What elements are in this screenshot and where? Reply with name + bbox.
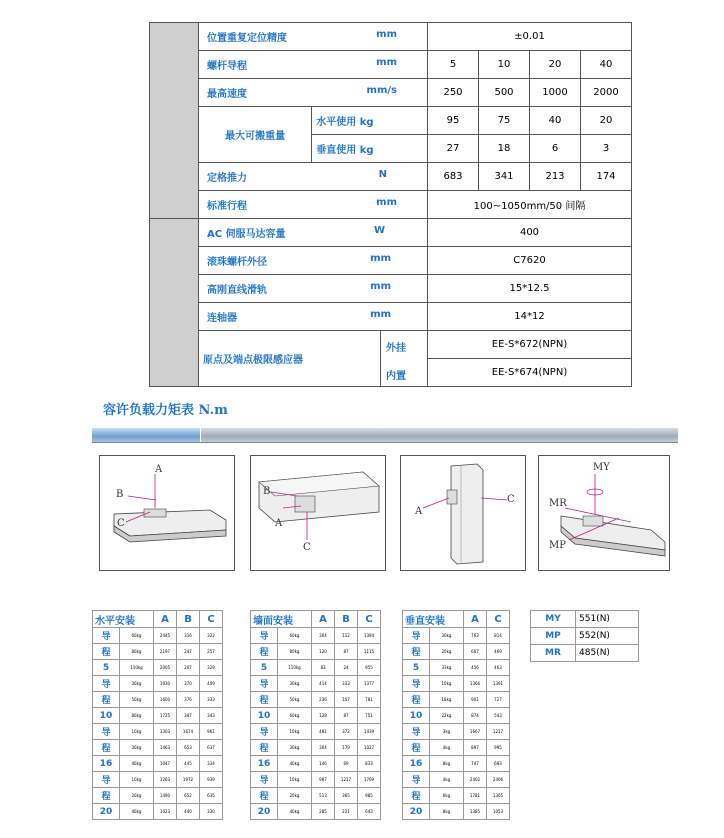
diagram-label: C bbox=[303, 542, 311, 553]
moment-table-title: 容许负载力矩表 N.m bbox=[103, 403, 228, 418]
table-cell: 329 bbox=[200, 660, 223, 676]
table-cell: 20kg bbox=[119, 788, 153, 804]
table-cell: 995 bbox=[487, 740, 510, 756]
table-cell: 236 bbox=[312, 692, 335, 708]
column-header: C bbox=[358, 611, 381, 628]
lead-label: 导 bbox=[251, 676, 278, 692]
table-cell: 110kg bbox=[119, 660, 153, 676]
spec-thrust-value: 683 bbox=[428, 163, 479, 191]
table-cell: 6kg bbox=[429, 788, 463, 804]
table-row bbox=[251, 772, 381, 788]
table-cell: 653 bbox=[177, 740, 200, 756]
table-cell: 1600 bbox=[154, 692, 177, 708]
table-cell: 635 bbox=[200, 788, 223, 804]
spec-screw-label: 滚珠螺杆外径 mm bbox=[199, 247, 428, 275]
actuator-wall-illustration bbox=[251, 456, 385, 570]
spec-lead-value: 20 bbox=[530, 51, 581, 79]
table-cell: 333 bbox=[200, 692, 223, 708]
table-cell: 939 bbox=[200, 772, 223, 788]
lead-value: 10 bbox=[403, 708, 430, 724]
table-cell: 987 bbox=[312, 772, 335, 788]
table-cell: 1385 bbox=[464, 804, 487, 820]
spec-stroke-value: 100~1050mm/50 间隔 bbox=[428, 191, 632, 219]
column-header: B bbox=[177, 611, 200, 628]
table-row bbox=[251, 788, 381, 804]
lead-label: 导 bbox=[251, 628, 278, 644]
table-row bbox=[251, 756, 381, 772]
table-row bbox=[93, 740, 223, 756]
table-cell: 10kg bbox=[429, 676, 463, 692]
table-cell: 10kg bbox=[277, 772, 311, 788]
spec-thrust-label: 定格推力 N bbox=[199, 163, 428, 191]
lead-value: 10 bbox=[93, 708, 120, 724]
table-row bbox=[251, 708, 381, 724]
table-row bbox=[251, 628, 381, 644]
diagram-label: B bbox=[263, 486, 271, 497]
table-row bbox=[403, 772, 510, 788]
diagram-vertical-mount bbox=[400, 455, 526, 571]
spec-payload-h-value: 95 bbox=[428, 107, 479, 135]
lead-label: 程 bbox=[251, 692, 278, 708]
lead-label: 程 bbox=[251, 788, 278, 804]
table-row bbox=[403, 788, 510, 804]
lead-label: 程 bbox=[251, 644, 278, 660]
lead-label: 程 bbox=[93, 692, 120, 708]
table-cell: 207 bbox=[177, 660, 200, 676]
table-cell: 83 bbox=[312, 660, 335, 676]
table-cell: 20kg bbox=[277, 788, 311, 804]
table-cell: 128 bbox=[312, 708, 335, 724]
spec-payload-h-value: 40 bbox=[530, 107, 581, 135]
table-cell: 1930 bbox=[154, 676, 177, 692]
table-cell: 440 bbox=[177, 804, 200, 820]
table-row bbox=[251, 804, 381, 820]
table-header-row bbox=[403, 611, 510, 628]
table-cell: 2197 bbox=[154, 644, 177, 660]
table-cell: 80kg bbox=[119, 708, 153, 724]
table-cell: 22kg bbox=[429, 708, 463, 724]
table-cell: 221 bbox=[335, 804, 358, 820]
table-cell: 1377 bbox=[358, 676, 381, 692]
table-cell: 2005 bbox=[154, 660, 177, 676]
lead-label: 程 bbox=[251, 740, 278, 756]
table-cell: 1769 bbox=[358, 772, 381, 788]
moment-row bbox=[531, 628, 639, 645]
diagram-label: MP bbox=[549, 540, 566, 551]
table-cell: 50kg bbox=[119, 692, 153, 708]
table-cell: 322 bbox=[200, 628, 223, 644]
diagram-label: B bbox=[116, 489, 124, 500]
column-header: A bbox=[154, 611, 177, 628]
table-row bbox=[93, 692, 223, 708]
table-cell: 4kg bbox=[429, 772, 463, 788]
spec-group-2-side bbox=[150, 219, 199, 387]
diagram-label: C bbox=[507, 494, 515, 505]
table-cell: 146 bbox=[312, 756, 335, 772]
moment-value: 552(N) bbox=[576, 628, 639, 645]
lead-label: 导 bbox=[93, 772, 120, 788]
table-cell: 1305 bbox=[487, 788, 510, 804]
spec-payload-label: 最大可搬重量 bbox=[199, 107, 312, 163]
table-row bbox=[403, 660, 510, 676]
table-cell: 80kg bbox=[277, 644, 311, 660]
column-header: A bbox=[312, 611, 335, 628]
table-cell: 40kg bbox=[119, 756, 153, 772]
diagram-label: A bbox=[415, 506, 423, 517]
moment-table-wall bbox=[250, 610, 381, 820]
table-title: 水平安装 bbox=[93, 611, 154, 628]
section-divider-bar bbox=[92, 428, 678, 443]
table-cell: 304 bbox=[312, 628, 335, 644]
column-header: A bbox=[464, 611, 487, 628]
table-cell: 543 bbox=[487, 708, 510, 724]
table-cell: 376 bbox=[177, 692, 200, 708]
table-cell: 1027 bbox=[358, 740, 381, 756]
table-cell: 833 bbox=[358, 756, 381, 772]
table-row bbox=[93, 676, 223, 692]
lead-label: 程 bbox=[403, 644, 430, 660]
lead-value: 5 bbox=[403, 660, 430, 676]
table-cell: 30kg bbox=[119, 676, 153, 692]
table-cell: 304 bbox=[312, 740, 335, 756]
diagram-horizontal-mount bbox=[99, 455, 235, 571]
lead-value: 20 bbox=[251, 804, 278, 820]
moment-row bbox=[531, 611, 639, 628]
spec-payload-h-value: 75 bbox=[479, 107, 530, 135]
table-cell: 1394 bbox=[358, 628, 381, 644]
spec-motor-value: 400 bbox=[428, 219, 632, 247]
table-cell: 1023 bbox=[154, 804, 177, 820]
table-cell: 763 bbox=[464, 628, 487, 644]
table-cell: 343 bbox=[200, 708, 223, 724]
table-cell: 370 bbox=[177, 676, 200, 692]
spec-thrust-value: 341 bbox=[479, 163, 530, 191]
lead-label: 程 bbox=[403, 692, 430, 708]
table-cell: 10kg bbox=[119, 772, 153, 788]
table-title: 垂直安装 bbox=[403, 611, 464, 628]
column-header: B bbox=[335, 611, 358, 628]
table-cell: 87 bbox=[335, 644, 358, 660]
table-cell: 157 bbox=[335, 692, 358, 708]
moment-name: MP bbox=[531, 628, 576, 645]
table-cell: 60kg bbox=[277, 708, 311, 724]
table-row bbox=[403, 740, 510, 756]
table-cell: 652 bbox=[177, 788, 200, 804]
table-cell: 1667 bbox=[464, 724, 487, 740]
table-cell: 24 bbox=[335, 660, 358, 676]
spec-lead-value: 40 bbox=[581, 51, 632, 79]
table-cell: 897 bbox=[464, 740, 487, 756]
lead-label: 程 bbox=[93, 740, 120, 756]
moment-name: MY bbox=[531, 611, 576, 628]
lead-label: 程 bbox=[403, 740, 430, 756]
table-cell: 513 bbox=[312, 788, 335, 804]
table-cell: 814 bbox=[487, 628, 510, 644]
spec-speed-value: 1000 bbox=[530, 79, 581, 107]
table-row bbox=[403, 804, 510, 820]
diagram-label: MY bbox=[593, 462, 610, 473]
table-header-row bbox=[251, 611, 381, 628]
table-row bbox=[93, 772, 223, 788]
table-cell: 334 bbox=[200, 756, 223, 772]
table-row bbox=[403, 756, 510, 772]
table-cell: 463 bbox=[487, 660, 510, 676]
table-cell: 643 bbox=[358, 804, 381, 820]
table-cell: 1115 bbox=[358, 644, 381, 660]
table-cell: 347 bbox=[177, 708, 200, 724]
spec-speed-value: 2000 bbox=[581, 79, 632, 107]
spec-sensor-int-value: 内置 EE-S*674(NPN) bbox=[428, 359, 632, 387]
lead-value: 10 bbox=[251, 708, 278, 724]
table-row bbox=[403, 692, 510, 708]
table-cell: 10kg bbox=[119, 724, 153, 740]
table-cell: 1217 bbox=[335, 772, 358, 788]
table-row bbox=[93, 756, 223, 772]
table-cell: 50kg bbox=[277, 692, 311, 708]
table-cell: 1391 bbox=[487, 676, 510, 692]
table-cell: 330 bbox=[200, 804, 223, 820]
spec-speed-label: 最高速度 mm/s bbox=[199, 79, 428, 107]
lead-label: 导 bbox=[251, 724, 278, 740]
table-cell: 20kg bbox=[429, 644, 463, 660]
lead-label: 程 bbox=[93, 788, 120, 804]
spec-coupling-label: 连轴器 mm bbox=[199, 303, 428, 331]
spec-group-1-side bbox=[150, 23, 199, 219]
lead-label: 导 bbox=[93, 676, 120, 692]
spec-table bbox=[149, 22, 632, 387]
table-cell: 3kg bbox=[429, 724, 463, 740]
diagram-label: A bbox=[275, 518, 283, 529]
spec-payload-v-value: 3 bbox=[581, 135, 632, 163]
spec-payload-v-value: 27 bbox=[428, 135, 479, 163]
table-cell: 30kg bbox=[429, 628, 463, 644]
table-cell: 69 bbox=[335, 756, 358, 772]
diagram-wall-mount bbox=[250, 455, 386, 571]
table-cell: 781 bbox=[358, 692, 381, 708]
spec-accuracy-label: 位置重复定位精度 mm bbox=[199, 23, 428, 51]
table-cell: 3263 bbox=[154, 772, 177, 788]
lead-label: 导 bbox=[403, 676, 430, 692]
lead-label: 导 bbox=[403, 628, 430, 644]
spec-payload-h-value: 20 bbox=[581, 107, 632, 135]
table-cell: 18kg bbox=[429, 692, 463, 708]
diagram-label: A bbox=[155, 464, 163, 475]
table-cell: 607 bbox=[464, 644, 487, 660]
table-cell: 10kg bbox=[277, 724, 311, 740]
table-row bbox=[93, 708, 223, 724]
spec-payload-v-value: 18 bbox=[479, 135, 530, 163]
lead-label: 导 bbox=[93, 628, 120, 644]
table-cell: 1972 bbox=[177, 772, 200, 788]
spec-lead-value: 5 bbox=[428, 51, 479, 79]
table-cell: 901 bbox=[464, 692, 487, 708]
spec-payload-horizontal-label: 水平使用 kg bbox=[312, 107, 428, 135]
lead-label: 导 bbox=[403, 724, 430, 740]
table-cell: 30kg bbox=[277, 740, 311, 756]
spec-payload-vertical-label: 垂直使用 kg bbox=[312, 135, 428, 163]
table-cell: 40kg bbox=[277, 804, 311, 820]
table-row bbox=[93, 660, 223, 676]
table-cell: 87 bbox=[335, 708, 358, 724]
spec-screw-value: C7620 bbox=[428, 247, 632, 275]
moment-value: 551(N) bbox=[576, 611, 639, 628]
table-cell: 456 bbox=[464, 660, 487, 676]
table-cell: 40kg bbox=[277, 756, 311, 772]
table-cell: 874 bbox=[464, 708, 487, 724]
actuator-horizontal-illustration bbox=[100, 456, 234, 570]
table-cell: 481 bbox=[312, 724, 335, 740]
table-row bbox=[93, 628, 223, 644]
table-cell: 247 bbox=[177, 644, 200, 660]
lead-value: 5 bbox=[251, 660, 278, 676]
table-cell: 110kg bbox=[277, 660, 311, 676]
table-cell: 1725 bbox=[154, 708, 177, 724]
table-cell: 60kg bbox=[277, 628, 311, 644]
table-cell: 120 bbox=[312, 644, 335, 660]
table-header-row bbox=[93, 611, 223, 628]
table-cell: 955 bbox=[358, 660, 381, 676]
diagram-label: MR bbox=[549, 498, 567, 509]
lead-label: 导 bbox=[251, 772, 278, 788]
table-cell: 179 bbox=[335, 740, 358, 756]
spec-coupling-value: 14*12 bbox=[428, 303, 632, 331]
diagram-label: C bbox=[117, 518, 125, 529]
table-cell: 727 bbox=[487, 692, 510, 708]
table-cell: 985 bbox=[358, 788, 381, 804]
spec-lead-value: 10 bbox=[479, 51, 530, 79]
table-cell: 33kg bbox=[429, 660, 463, 676]
table-cell: 285 bbox=[312, 804, 335, 820]
table-cell: 1366 bbox=[464, 676, 487, 692]
table-row bbox=[403, 724, 510, 740]
table-row bbox=[93, 724, 223, 740]
spec-stroke-label: 标准行程 mm bbox=[199, 191, 428, 219]
table-cell: 747 bbox=[464, 756, 487, 772]
table-cell: 8kg bbox=[429, 756, 463, 772]
table-row bbox=[93, 644, 223, 660]
table-cell: 2406 bbox=[487, 772, 510, 788]
spec-sensor-ext-value: 外挂 EE-S*672(NPN) bbox=[428, 331, 632, 359]
table-cell: 1781 bbox=[464, 788, 487, 804]
moment-name: MR bbox=[531, 645, 576, 662]
spec-thrust-value: 213 bbox=[530, 163, 581, 191]
lead-value: 20 bbox=[93, 804, 120, 820]
table-cell: 961 bbox=[200, 724, 223, 740]
table-cell: 414 bbox=[312, 676, 335, 692]
table-cell: 1217 bbox=[487, 724, 510, 740]
moment-row bbox=[531, 645, 639, 662]
spec-payload-v-value: 6 bbox=[530, 135, 581, 163]
lead-value: 5 bbox=[93, 660, 120, 676]
spec-lead-label: 螺杆导程 mm bbox=[199, 51, 428, 79]
table-row bbox=[251, 644, 381, 660]
spec-sensor-ext-label: 外挂 bbox=[386, 343, 406, 354]
table-cell: 693 bbox=[487, 756, 510, 772]
table-row bbox=[251, 724, 381, 740]
table-cell: 40kg bbox=[119, 804, 153, 820]
allowable-moment-table bbox=[530, 610, 639, 662]
moment-table-horizontal bbox=[92, 610, 223, 820]
table-cell: 1490 bbox=[154, 788, 177, 804]
table-cell: 257 bbox=[200, 644, 223, 660]
actuator-moment-illustration bbox=[539, 456, 669, 570]
spec-speed-value: 250 bbox=[428, 79, 479, 107]
lead-label: 导 bbox=[93, 724, 120, 740]
table-cell: 80kg bbox=[119, 644, 153, 660]
column-header: C bbox=[487, 611, 510, 628]
table-cell: 2445 bbox=[154, 628, 177, 644]
table-title: 墙面安装 bbox=[251, 611, 312, 628]
spec-rail-label: 高刚直线滑轨 mm bbox=[199, 275, 428, 303]
table-row bbox=[403, 676, 510, 692]
table-cell: 1053 bbox=[487, 804, 510, 820]
table-cell: 2402 bbox=[464, 772, 487, 788]
table-cell: 3303 bbox=[154, 724, 177, 740]
table-cell: 409 bbox=[200, 676, 223, 692]
lead-value: 16 bbox=[403, 756, 430, 772]
spec-sensor-label: 原点及端点极限感应器 bbox=[199, 331, 428, 387]
table-cell: 60kg bbox=[119, 628, 153, 644]
table-cell: 372 bbox=[335, 724, 358, 740]
table-cell: 30kg bbox=[119, 740, 153, 756]
table-row bbox=[251, 676, 381, 692]
table-row bbox=[251, 660, 381, 676]
table-row bbox=[251, 740, 381, 756]
spec-accuracy-value: ±0.01 bbox=[428, 23, 632, 51]
table-cell: 365 bbox=[335, 788, 358, 804]
spec-speed-value: 500 bbox=[479, 79, 530, 107]
table-row bbox=[403, 708, 510, 724]
table-cell: 4kg bbox=[429, 740, 463, 756]
table-cell: 1047 bbox=[154, 756, 177, 772]
lead-label: 导 bbox=[403, 772, 430, 788]
spec-thrust-value: 174 bbox=[581, 163, 632, 191]
table-cell: 1674 bbox=[177, 724, 200, 740]
table-cell: 8kg bbox=[429, 804, 463, 820]
table-row bbox=[403, 644, 510, 660]
moment-table-vertical bbox=[402, 610, 510, 820]
table-row bbox=[93, 788, 223, 804]
column-header: C bbox=[200, 611, 223, 628]
table-cell: 316 bbox=[177, 628, 200, 644]
diagram-moment-axes bbox=[538, 455, 670, 571]
table-cell: 333 bbox=[335, 676, 358, 692]
table-row bbox=[403, 628, 510, 644]
table-cell: 469 bbox=[487, 644, 510, 660]
lead-value: 16 bbox=[93, 756, 120, 772]
table-row bbox=[93, 804, 223, 820]
lead-value: 16 bbox=[251, 756, 278, 772]
table-cell: 1439 bbox=[358, 724, 381, 740]
spec-rail-value: 15*12.5 bbox=[428, 275, 632, 303]
table-cell: 112 bbox=[335, 628, 358, 644]
lead-label: 程 bbox=[93, 644, 120, 660]
table-cell: 751 bbox=[358, 708, 381, 724]
table-cell: 1463 bbox=[154, 740, 177, 756]
lead-value: 20 bbox=[403, 804, 430, 820]
table-row bbox=[251, 692, 381, 708]
lead-label: 程 bbox=[403, 788, 430, 804]
table-cell: 30kg bbox=[277, 676, 311, 692]
table-cell: 637 bbox=[200, 740, 223, 756]
spec-sensor-int-label: 内置 bbox=[386, 371, 406, 382]
table-cell: 445 bbox=[177, 756, 200, 772]
moment-value: 485(N) bbox=[576, 645, 639, 662]
spec-motor-label: AC 伺服马达容量 W bbox=[199, 219, 428, 247]
